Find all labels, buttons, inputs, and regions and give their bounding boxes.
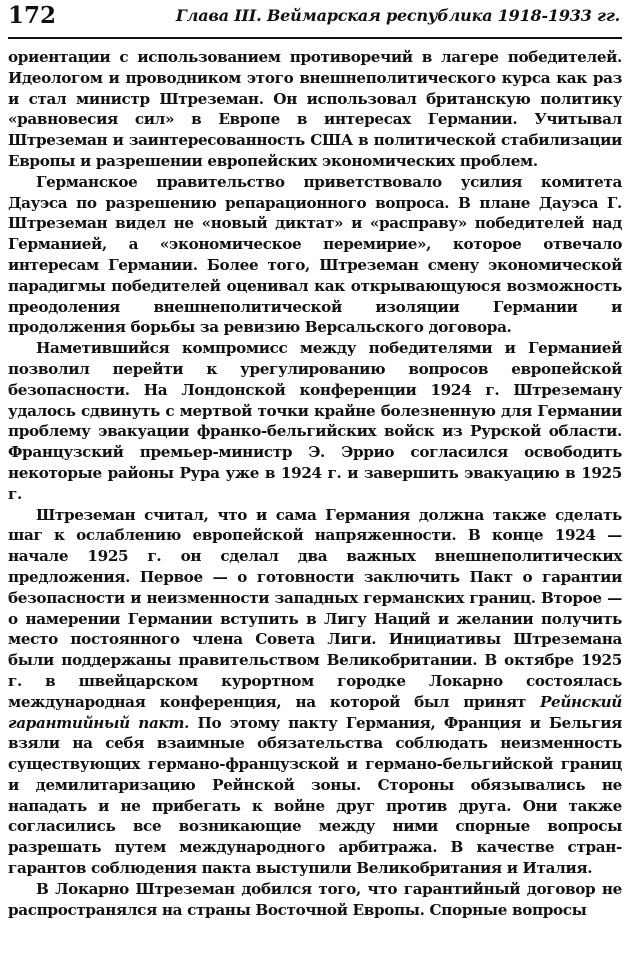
body-text: [8, 47, 622, 920]
page-number: 172: [8, 2, 57, 29]
paragraph-locarno-conference: [8, 505, 622, 879]
paragraph-text: По этому пакту Германия, Франция и Бельгия взяли на себя взаимные обязательства соблюдать неизменность существующих германо-французской и германо-бельгийской границ и демилитаризацию Рейнской зоны. Стороны обязывались не нападать и не прибегать к войне друг против друга. Они также согласились все возникающие между ними спорные вопросы разрешать путем международного арбитража. В качестве стран-гарантов соблюдения пакта выступили Великобритания и Италия.: [8, 713, 622, 878]
page-header: [8, 0, 622, 36]
emphasized-term: Рейнский гарантийный пакт.: [8, 692, 622, 732]
paragraph-continuation: ориентации с использованием противоречий в лагере победителей. Идеологом и проводником этого внешнеполитического курса как раз и стал министр Штреземан. Он использовал британскую политику «равновесия сил» в Европе в интересах Германии. Учитывал Штреземан и заинтересованность США в политической стабилизации Европы и разрешении европейских экономических проблем.: [8, 48, 622, 170]
header-rule: [8, 37, 622, 39]
running-title: Глава III. Веймарская республика 1918-1933 гг.: [175, 6, 620, 25]
paragraph-dawes-plan: Германское правительство приветствовало усилия комитета Дауэса по разрешению репарационного вопроса. В плане Дауэса Г. Штреземан видел не «новый диктат» и «расправу» победителей над Германией, а «экономическое перемирие», которое отвечало интересам Германии. Более того, Штреземан смену экономической парадигмы победителей оценивал как открывающуюся возможность преодоления внешнеполитической изоляции Германии и продолжения борьбы за ревизию Версальского договора.: [8, 172, 622, 337]
paragraph-london-conference: Наметившийся компромисс между победителями и Германией позволил перейти к урегулированию вопросов европейской безопасности. На Лондонской конференции 1924 г. Штреземану удалось сдвинуть с мертвой точки крайне болезненную для Германии проблему эвакуации франко-бельгийских войск из Рурской области. Французский премьер-министр Э. Эррио согласился освободить некоторые районы Рура уже в 1924 г. и завершить эвакуацию в 1925 г.: [8, 339, 622, 503]
paragraph-eastern-europe: В Локарно Штреземан добился того, что гарантийный договор не распространялся на страны Восточной Европы. Спорные вопросы: [8, 879, 622, 919]
paragraph-text: Штреземан считал, что и сама Германия должна также сделать шаг к ослаблению европейской напряженности. В конце 1924 — начале 1925 г. он сделал два важных внешнеполитических предложения. Первое — о готовности заключить Пакт о гарантии безопасности и неизменности западных германских границ. Второе — о намерении Германии вступить в Лигу Наций и желании получить место постоянного члена Совета Лиги. Инициативы Штреземана были поддержаны правительством Великобритании. В октябре 1925 г. в швейцарском курортном городке Локарно состоялась международная конференция, на которой был принят: [8, 505, 622, 711]
